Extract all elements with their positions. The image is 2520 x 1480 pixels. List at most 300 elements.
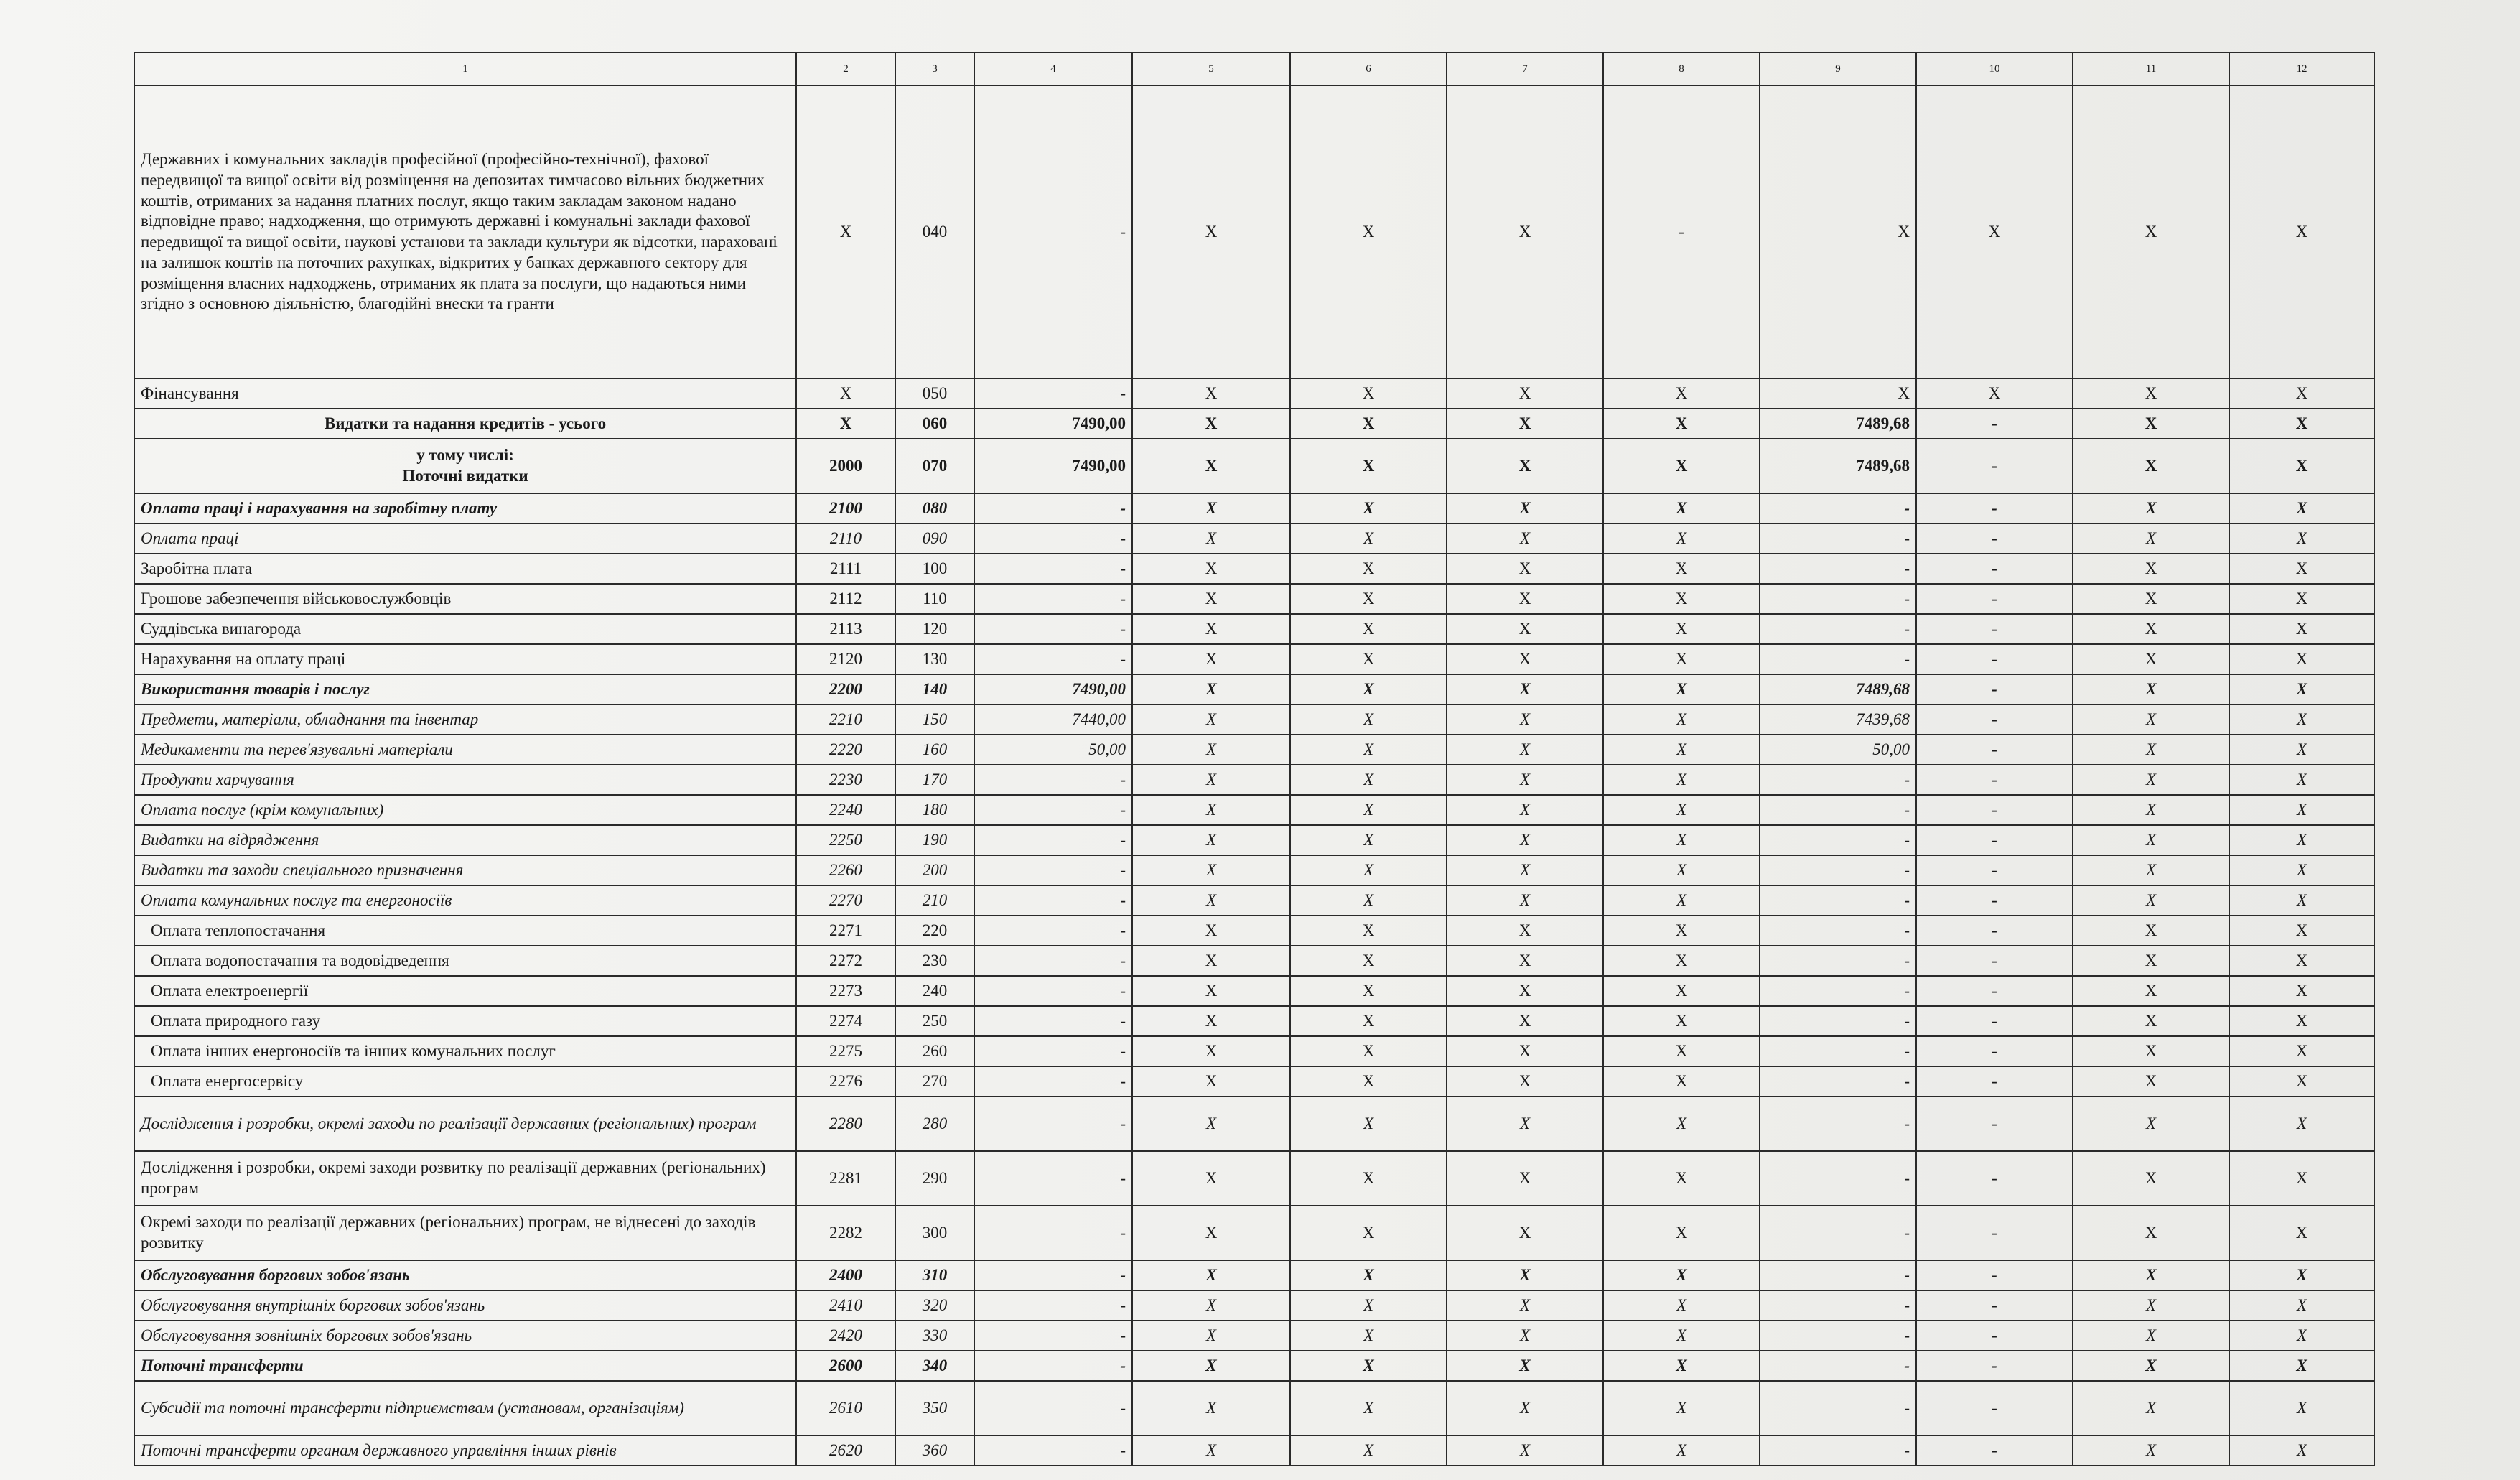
value-cell: - bbox=[974, 85, 1132, 378]
value-cell: X bbox=[1132, 614, 1290, 644]
value-cell: - bbox=[1916, 855, 2073, 885]
row-label: Використання товарів і послуг bbox=[134, 674, 796, 704]
value-cell: X bbox=[1603, 1097, 1760, 1151]
value-cell: X bbox=[2073, 1206, 2229, 1260]
kekv-code-cell: 2113 bbox=[796, 614, 895, 644]
value-cell: X bbox=[1603, 946, 1760, 976]
value-cell: - bbox=[1916, 885, 2073, 916]
value-cell: 50,00 bbox=[974, 735, 1132, 765]
value-cell: X bbox=[1447, 765, 1603, 795]
value-cell: - bbox=[974, 976, 1132, 1006]
value-cell: X bbox=[1603, 916, 1760, 946]
table-row bbox=[134, 584, 2374, 614]
value-cell: X bbox=[2229, 1206, 2374, 1260]
value-cell: X bbox=[1603, 704, 1760, 735]
line-code-cell: 090 bbox=[895, 523, 974, 554]
value-cell: - bbox=[1916, 1321, 2073, 1351]
value-cell: X bbox=[1603, 855, 1760, 885]
value-cell: X bbox=[1447, 1260, 1603, 1290]
line-code-cell: 160 bbox=[895, 735, 974, 765]
line-code-cell: 310 bbox=[895, 1260, 974, 1290]
kekv-code-cell: 2110 bbox=[796, 523, 895, 554]
value-cell: X bbox=[1603, 795, 1760, 825]
value-cell: X bbox=[2073, 765, 2229, 795]
value-cell: X bbox=[1132, 1206, 1290, 1260]
value-cell: - bbox=[1916, 1151, 2073, 1206]
value-cell: X bbox=[2073, 704, 2229, 735]
value-cell: X bbox=[2229, 1097, 2374, 1151]
value-cell: - bbox=[1760, 1151, 1916, 1206]
value-cell: - bbox=[1760, 885, 1916, 916]
value-cell: X bbox=[2229, 523, 2374, 554]
line-code-cell: 320 bbox=[895, 1290, 974, 1321]
value-cell: - bbox=[1916, 1036, 2073, 1066]
header-cell: 1 bbox=[134, 52, 796, 85]
value-cell: X bbox=[1290, 946, 1447, 976]
value-cell: X bbox=[1447, 554, 1603, 584]
value-cell: X bbox=[2073, 825, 2229, 855]
row-label: Продукти харчування bbox=[134, 765, 796, 795]
value-cell: X bbox=[1447, 1290, 1603, 1321]
value-cell: - bbox=[974, 523, 1132, 554]
row-label: Оплата праці і нарахування на заробітну плату bbox=[134, 493, 796, 523]
value-cell: X bbox=[2229, 584, 2374, 614]
value-cell: X bbox=[1603, 1206, 1760, 1260]
value-cell: X bbox=[2073, 1260, 2229, 1290]
value-cell: X bbox=[1290, 85, 1447, 378]
value-cell: X bbox=[1132, 946, 1290, 976]
row-label: Оплата електроенергії bbox=[134, 976, 796, 1006]
row-label: Фінансування bbox=[134, 378, 796, 409]
value-cell: - bbox=[974, 1381, 1132, 1435]
row-label: Поточні трансферти bbox=[134, 1351, 796, 1381]
value-cell: X bbox=[1603, 409, 1760, 439]
value-cell: 7490,00 bbox=[974, 439, 1132, 493]
line-code-cell: 270 bbox=[895, 1066, 974, 1097]
value-cell: X bbox=[1603, 976, 1760, 1006]
value-cell: - bbox=[1760, 1006, 1916, 1036]
value-cell: X bbox=[1132, 523, 1290, 554]
value-cell: - bbox=[1760, 1260, 1916, 1290]
value-cell: X bbox=[1290, 1206, 1447, 1260]
value-cell: 7439,68 bbox=[1760, 704, 1916, 735]
line-code-cell: 070 bbox=[895, 439, 974, 493]
value-cell: X bbox=[1447, 1066, 1603, 1097]
value-cell: X bbox=[2073, 1381, 2229, 1435]
value-cell: X bbox=[2073, 1151, 2229, 1206]
value-cell: X bbox=[2073, 584, 2229, 614]
line-code-cell: 330 bbox=[895, 1321, 974, 1351]
value-cell: X bbox=[1290, 614, 1447, 644]
value-cell: - bbox=[1760, 1206, 1916, 1260]
table-row bbox=[134, 1260, 2374, 1290]
value-cell: X bbox=[2229, 409, 2374, 439]
header-cell: 4 bbox=[974, 52, 1132, 85]
value-cell: - bbox=[974, 765, 1132, 795]
value-cell: - bbox=[974, 584, 1132, 614]
value-cell: - bbox=[974, 795, 1132, 825]
value-cell: X bbox=[1603, 1151, 1760, 1206]
value-cell: X bbox=[2073, 916, 2229, 946]
row-label: Заробітна плата bbox=[134, 554, 796, 584]
row-label: Оплата теплопостачання bbox=[134, 916, 796, 946]
value-cell: X bbox=[2073, 85, 2229, 378]
value-cell: X bbox=[2229, 1435, 2374, 1466]
value-cell: X bbox=[1447, 946, 1603, 976]
line-code-cell: 340 bbox=[895, 1351, 974, 1381]
value-cell: X bbox=[2229, 1006, 2374, 1036]
line-code-cell: 360 bbox=[895, 1435, 974, 1466]
row-label: Оплата послуг (крім комунальних) bbox=[134, 795, 796, 825]
value-cell: X bbox=[2229, 1290, 2374, 1321]
row-label: Оплата природного газу bbox=[134, 1006, 796, 1036]
value-cell: X bbox=[1447, 523, 1603, 554]
value-cell: X bbox=[1916, 378, 2073, 409]
line-code-cell: 080 bbox=[895, 493, 974, 523]
value-cell: - bbox=[1916, 1260, 2073, 1290]
value-cell: X bbox=[1132, 976, 1290, 1006]
value-cell: - bbox=[1760, 855, 1916, 885]
line-code-cell: 210 bbox=[895, 885, 974, 916]
table-row bbox=[134, 554, 2374, 584]
row-label: Оплата інших енергоносіїв та інших комунальних послуг bbox=[134, 1036, 796, 1066]
value-cell: X bbox=[1603, 584, 1760, 614]
value-cell: X bbox=[1603, 765, 1760, 795]
line-code-cell: 040 bbox=[895, 85, 974, 378]
table-row bbox=[134, 85, 2374, 378]
value-cell: - bbox=[974, 644, 1132, 674]
header-cell: 2 bbox=[796, 52, 895, 85]
value-cell: - bbox=[1760, 946, 1916, 976]
row-label: Суддівська винагорода bbox=[134, 614, 796, 644]
value-cell: X bbox=[2073, 855, 2229, 885]
value-cell: X bbox=[1760, 378, 1916, 409]
kekv-code-cell: 2272 bbox=[796, 946, 895, 976]
value-cell: - bbox=[1916, 704, 2073, 735]
value-cell: X bbox=[1290, 1435, 1447, 1466]
row-label: Дослідження і розробки, окремі заходи розвитку по реалізації державних (регіональних) програм bbox=[134, 1151, 796, 1206]
value-cell: - bbox=[974, 378, 1132, 409]
value-cell: - bbox=[1916, 946, 2073, 976]
value-cell: - bbox=[1916, 735, 2073, 765]
value-cell: - bbox=[1760, 1036, 1916, 1066]
value-cell: X bbox=[1916, 85, 2073, 378]
table-row bbox=[134, 735, 2374, 765]
line-code-cell: 190 bbox=[895, 825, 974, 855]
kekv-code-cell: 2240 bbox=[796, 795, 895, 825]
line-code-cell: 290 bbox=[895, 1151, 974, 1206]
value-cell: X bbox=[1290, 1097, 1447, 1151]
value-cell: - bbox=[1916, 614, 2073, 644]
value-cell: X bbox=[1603, 439, 1760, 493]
kekv-code-cell: 2220 bbox=[796, 735, 895, 765]
value-cell: - bbox=[1760, 765, 1916, 795]
table-row bbox=[134, 614, 2374, 644]
table-row bbox=[134, 493, 2374, 523]
value-cell: X bbox=[1132, 85, 1290, 378]
row-label: Державних і комунальних закладів професійної (професійно-технічної), фахової передвищої та вищої освіти від розміщення на депозитах тимчасово вільних бюджетних коштів, отриманих за надання платних послуг, якщо таким закладам законом надано відповідне право; надходження, що отримують державні і комунальні заклади фахової передвищої та вищої освіти, наукові установи та заклади культури як відсотки, нараховані на залишок коштів на поточних рахунках, відкритих у банках державного сектору для розміщення власних надходжень, отриманих як плата за послуги, що надаються ними згідно з основною діяльністю, благодійні внески та гранти bbox=[134, 85, 796, 378]
value-cell: - bbox=[1916, 644, 2073, 674]
kekv-code-cell: 2112 bbox=[796, 584, 895, 614]
value-cell: X bbox=[1132, 644, 1290, 674]
value-cell: X bbox=[2073, 1321, 2229, 1351]
value-cell: X bbox=[2229, 439, 2374, 493]
value-cell: X bbox=[1603, 554, 1760, 584]
header-cell: 11 bbox=[2073, 52, 2229, 85]
value-cell: X bbox=[2229, 885, 2374, 916]
value-cell: X bbox=[1447, 85, 1603, 378]
value-cell: X bbox=[1290, 885, 1447, 916]
value-cell: - bbox=[974, 1321, 1132, 1351]
table-row bbox=[134, 378, 2374, 409]
row-label: Обслуговування внутрішніх боргових зобов'язань bbox=[134, 1290, 796, 1321]
row-label: Оплата енергосервісу bbox=[134, 1066, 796, 1097]
value-cell: X bbox=[2073, 409, 2229, 439]
value-cell: X bbox=[1447, 1006, 1603, 1036]
value-cell: X bbox=[2073, 1036, 2229, 1066]
value-cell: - bbox=[974, 1097, 1132, 1151]
value-cell: X bbox=[1290, 735, 1447, 765]
value-cell: X bbox=[1132, 704, 1290, 735]
value-cell: X bbox=[1290, 378, 1447, 409]
value-cell: X bbox=[2073, 976, 2229, 1006]
budget-report-table bbox=[134, 52, 2375, 1466]
value-cell: - bbox=[1760, 1321, 1916, 1351]
kekv-code-cell: 2281 bbox=[796, 1151, 895, 1206]
table-row bbox=[134, 644, 2374, 674]
table-row bbox=[134, 1351, 2374, 1381]
table-row bbox=[134, 885, 2374, 916]
value-cell: X bbox=[1447, 1381, 1603, 1435]
value-cell: - bbox=[974, 825, 1132, 855]
kekv-code-cell: 2400 bbox=[796, 1260, 895, 1290]
value-cell: X bbox=[1290, 825, 1447, 855]
kekv-code-cell: 2200 bbox=[796, 674, 895, 704]
value-cell: X bbox=[1132, 1290, 1290, 1321]
value-cell: - bbox=[974, 916, 1132, 946]
table-row bbox=[134, 1381, 2374, 1435]
value-cell: X bbox=[1132, 885, 1290, 916]
value-cell: X bbox=[2229, 946, 2374, 976]
value-cell: - bbox=[1916, 1435, 2073, 1466]
value-cell: - bbox=[974, 1066, 1132, 1097]
value-cell: X bbox=[1603, 1321, 1760, 1351]
table-row bbox=[134, 976, 2374, 1006]
value-cell: - bbox=[1916, 1097, 2073, 1151]
value-cell: X bbox=[2229, 493, 2374, 523]
value-cell: X bbox=[1447, 439, 1603, 493]
value-cell: - bbox=[974, 1290, 1132, 1321]
kekv-code-cell: 2280 bbox=[796, 1097, 895, 1151]
kekv-code-cell: 2276 bbox=[796, 1066, 895, 1097]
kekv-code-cell: 2120 bbox=[796, 644, 895, 674]
value-cell: - bbox=[1760, 554, 1916, 584]
value-cell: - bbox=[1916, 1351, 2073, 1381]
line-code-cell: 050 bbox=[895, 378, 974, 409]
table-row bbox=[134, 825, 2374, 855]
value-cell: X bbox=[2229, 378, 2374, 409]
value-cell: X bbox=[1290, 409, 1447, 439]
row-label: Предмети, матеріали, обладнання та інвентар bbox=[134, 704, 796, 735]
value-cell: - bbox=[1916, 493, 2073, 523]
row-label: Оплата водопостачання та водовідведення bbox=[134, 946, 796, 976]
header-cell: 8 bbox=[1603, 52, 1760, 85]
value-cell: - bbox=[974, 1036, 1132, 1066]
value-cell: X bbox=[1290, 644, 1447, 674]
value-cell: X bbox=[1132, 916, 1290, 946]
header-cell: 5 bbox=[1132, 52, 1290, 85]
table-row bbox=[134, 1097, 2374, 1151]
line-code-cell: 240 bbox=[895, 976, 974, 1006]
value-cell: X bbox=[1447, 735, 1603, 765]
value-cell: X bbox=[2073, 1290, 2229, 1321]
table-row bbox=[134, 946, 2374, 976]
value-cell: - bbox=[1760, 1351, 1916, 1381]
line-code-cell: 250 bbox=[895, 1006, 974, 1036]
kekv-code-cell: X bbox=[796, 409, 895, 439]
kekv-code-cell: 2111 bbox=[796, 554, 895, 584]
value-cell: X bbox=[1290, 765, 1447, 795]
header-cell: 12 bbox=[2229, 52, 2374, 85]
value-cell: - bbox=[1760, 1381, 1916, 1435]
value-cell: 7440,00 bbox=[974, 704, 1132, 735]
value-cell: - bbox=[1916, 1066, 2073, 1097]
value-cell: X bbox=[2073, 795, 2229, 825]
value-cell: X bbox=[1132, 439, 1290, 493]
value-cell: X bbox=[2073, 946, 2229, 976]
value-cell: X bbox=[2229, 916, 2374, 946]
kekv-code-cell: 2000 bbox=[796, 439, 895, 493]
row-label: Видатки та надання кредитів - усього bbox=[134, 409, 796, 439]
value-cell: - bbox=[1916, 1381, 2073, 1435]
value-cell: X bbox=[2073, 1097, 2229, 1151]
value-cell: X bbox=[1132, 493, 1290, 523]
table-row bbox=[134, 916, 2374, 946]
row-label: Субсидії та поточні трансферти підприємствам (установам, організаціям) bbox=[134, 1381, 796, 1435]
line-code-cell: 300 bbox=[895, 1206, 974, 1260]
value-cell: X bbox=[1447, 584, 1603, 614]
value-cell: - bbox=[974, 1351, 1132, 1381]
value-cell: X bbox=[2073, 1066, 2229, 1097]
value-cell: X bbox=[1290, 584, 1447, 614]
value-cell: X bbox=[1447, 614, 1603, 644]
kekv-code-cell: 2210 bbox=[796, 704, 895, 735]
line-code-cell: 110 bbox=[895, 584, 974, 614]
value-cell: X bbox=[1603, 1290, 1760, 1321]
value-cell: X bbox=[1603, 1036, 1760, 1066]
row-label: у тому числі: Поточні видатки bbox=[134, 439, 796, 493]
value-cell: X bbox=[1447, 825, 1603, 855]
value-cell: X bbox=[1290, 795, 1447, 825]
kekv-code-cell: 2230 bbox=[796, 765, 895, 795]
value-cell: X bbox=[1603, 1260, 1760, 1290]
value-cell: X bbox=[1132, 825, 1290, 855]
value-cell: X bbox=[1132, 855, 1290, 885]
value-cell: X bbox=[1603, 1066, 1760, 1097]
value-cell: X bbox=[1290, 674, 1447, 704]
value-cell: - bbox=[1916, 976, 2073, 1006]
table-row bbox=[134, 674, 2374, 704]
value-cell: X bbox=[1603, 493, 1760, 523]
table-row bbox=[134, 1435, 2374, 1466]
table-row bbox=[134, 765, 2374, 795]
line-code-cell: 260 bbox=[895, 1036, 974, 1066]
value-cell: X bbox=[1290, 916, 1447, 946]
value-cell: X bbox=[1447, 1321, 1603, 1351]
value-cell: 50,00 bbox=[1760, 735, 1916, 765]
kekv-code-cell: 2600 bbox=[796, 1351, 895, 1381]
table-row bbox=[134, 409, 2374, 439]
value-cell: X bbox=[2229, 1381, 2374, 1435]
table-row bbox=[134, 1036, 2374, 1066]
value-cell: - bbox=[1760, 1290, 1916, 1321]
value-cell: X bbox=[1132, 554, 1290, 584]
kekv-code-cell: 2610 bbox=[796, 1381, 895, 1435]
value-cell: X bbox=[1447, 855, 1603, 885]
value-cell: - bbox=[1760, 795, 1916, 825]
kekv-code-cell: 2420 bbox=[796, 1321, 895, 1351]
value-cell: - bbox=[1916, 554, 2073, 584]
value-cell: X bbox=[1132, 378, 1290, 409]
value-cell: X bbox=[2073, 523, 2229, 554]
value-cell: - bbox=[974, 1260, 1132, 1290]
value-cell: X bbox=[2073, 1006, 2229, 1036]
table-row bbox=[134, 795, 2374, 825]
value-cell: X bbox=[1603, 1381, 1760, 1435]
table-row bbox=[134, 1151, 2374, 1206]
value-cell: X bbox=[1290, 704, 1447, 735]
value-cell: - bbox=[1760, 976, 1916, 1006]
value-cell: X bbox=[1290, 493, 1447, 523]
value-cell: X bbox=[1290, 554, 1447, 584]
value-cell: X bbox=[2229, 976, 2374, 1006]
value-cell: X bbox=[1132, 1036, 1290, 1066]
value-cell: X bbox=[1447, 704, 1603, 735]
value-cell: X bbox=[2073, 735, 2229, 765]
header-cell: 3 bbox=[895, 52, 974, 85]
value-cell: X bbox=[1290, 976, 1447, 1006]
value-cell: X bbox=[1447, 1435, 1603, 1466]
value-cell: X bbox=[2229, 1351, 2374, 1381]
value-cell: - bbox=[974, 1206, 1132, 1260]
value-cell: X bbox=[1447, 1206, 1603, 1260]
table-row bbox=[134, 855, 2374, 885]
value-cell: X bbox=[2229, 85, 2374, 378]
line-code-cell: 060 bbox=[895, 409, 974, 439]
row-label: Обслуговування боргових зобов'язань bbox=[134, 1260, 796, 1290]
kekv-code-cell: 2270 bbox=[796, 885, 895, 916]
kekv-code-cell: X bbox=[796, 378, 895, 409]
value-cell: X bbox=[1132, 1006, 1290, 1036]
value-cell: - bbox=[1916, 523, 2073, 554]
value-cell: X bbox=[1290, 523, 1447, 554]
value-cell: X bbox=[2073, 1351, 2229, 1381]
value-cell: X bbox=[1132, 1435, 1290, 1466]
row-label: Поточні трансферти органам державного управління інших рівнів bbox=[134, 1435, 796, 1466]
value-cell: X bbox=[2229, 554, 2374, 584]
header-cell: 9 bbox=[1760, 52, 1916, 85]
line-code-cell: 200 bbox=[895, 855, 974, 885]
value-cell: X bbox=[1132, 735, 1290, 765]
value-cell: - bbox=[1916, 584, 2073, 614]
table-row bbox=[134, 1066, 2374, 1097]
value-cell: X bbox=[1132, 795, 1290, 825]
line-code-cell: 180 bbox=[895, 795, 974, 825]
value-cell: X bbox=[1132, 1260, 1290, 1290]
value-cell: X bbox=[2073, 674, 2229, 704]
line-code-cell: 230 bbox=[895, 946, 974, 976]
value-cell: X bbox=[2229, 825, 2374, 855]
